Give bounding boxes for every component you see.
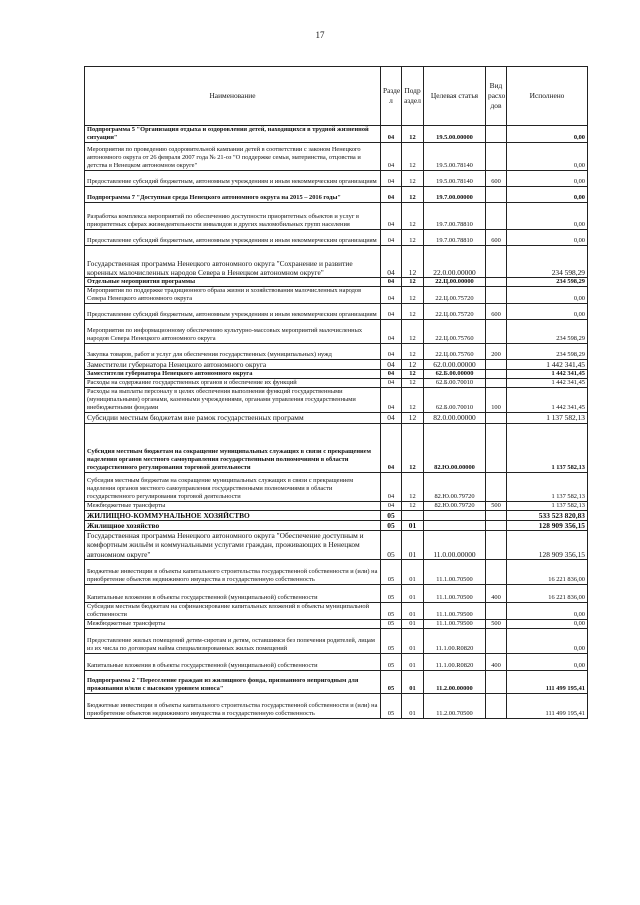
cell-section: 05 (381, 559, 402, 584)
table-row (85, 584, 588, 602)
cell-type: 500 (486, 619, 507, 628)
cell-target: 82.Ю.00.00000 (424, 423, 486, 472)
cell-name: Субсидия местным бюджетам на сокращение муниципальных служащих в связи с прекращением наделения органов местного самоуправления государственными полномочиями в области государственного регулирования торговой деятельности (85, 472, 381, 501)
cell-sub: 12 (402, 501, 424, 510)
table-row (85, 670, 588, 693)
table-row (85, 413, 588, 423)
cell-name: Предоставление жилых помещений детям-сиротам и детям, оставшимся без попечения родителей, лицам из их числа по договорам найма специализированных жилых помещений (85, 628, 381, 653)
cell-type: 500 (486, 501, 507, 510)
cell-name: Капитальные вложения в объекты государственной (муниципальной) собственности (85, 584, 381, 602)
cell-type: 100 (486, 388, 507, 413)
cell-target: 62.Б.00.70010 (424, 388, 486, 413)
cell-section: 05 (381, 520, 402, 530)
cell-name: Заместители губернатора Ненецкого автономного округа (85, 360, 381, 370)
cell-sum: 1 137 582,13 (507, 413, 588, 423)
cell-sum: 0,00 (507, 304, 588, 320)
cell-name: Мероприятия по информационному обеспечению культурно-массовых мероприятий малочисленных народов Севера Ненецкого автономного округа (85, 320, 381, 344)
cell-name: Расходы на содержание государственных органов и обеспечение их функций (85, 379, 381, 388)
cell-sub: 12 (402, 287, 424, 304)
table-row (85, 379, 588, 388)
cell-type (486, 360, 507, 370)
cell-section: 04 (381, 126, 402, 143)
header-executed: Исполнено (507, 67, 588, 126)
cell-name: Подпрограмма 2 "Переселение граждан из жилищного фонда, признанного непригодным для проживания и/или с высоким уровнем износа" (85, 670, 381, 693)
cell-section: 05 (381, 670, 402, 693)
cell-sub: 12 (402, 413, 424, 423)
cell-sum: 0,00 (507, 653, 588, 670)
cell-sum: 1 442 341,45 (507, 388, 588, 413)
cell-type (486, 143, 507, 171)
table-row (85, 203, 588, 230)
table-row (85, 472, 588, 501)
cell-sum: 1 137 582,13 (507, 501, 588, 510)
cell-name: Субсидия местным бюджетам на сокращение муниципальных служащих в связи с прекращением наделения органов местного самоуправления государственными полномочиями в области государственного регулирования торговой деятельности (85, 423, 381, 472)
cell-sub: 01 (402, 693, 424, 718)
cell-section: 05 (381, 602, 402, 619)
cell-type (486, 531, 507, 560)
cell-section: 04 (381, 171, 402, 187)
cell-target: 11.1.00.R0820 (424, 628, 486, 653)
cell-type: 400 (486, 584, 507, 602)
cell-target: 11.2.00.00000 (424, 670, 486, 693)
cell-sub: 12 (402, 360, 424, 370)
cell-type (486, 413, 507, 423)
cell-sum: 234 598,29 (507, 344, 588, 360)
cell-name: Межбюджетные трансферты (85, 501, 381, 510)
table-row (85, 187, 588, 203)
cell-sub: 12 (402, 246, 424, 278)
header-target: Целевая статья (424, 67, 486, 126)
cell-type (486, 423, 507, 472)
cell-type: 200 (486, 344, 507, 360)
budget-execution-table (84, 66, 588, 719)
table-row (85, 653, 588, 670)
cell-sub: 12 (402, 388, 424, 413)
cell-name: Подпрограмма 7 "Доступная среда Ненецкого автономного округа на 2015 – 2016 годы" (85, 187, 381, 203)
cell-sub: 01 (402, 559, 424, 584)
cell-target: 19.7.00.78810 (424, 203, 486, 230)
cell-target: 19.5.00.00000 (424, 126, 486, 143)
cell-type: 600 (486, 304, 507, 320)
cell-sub: 12 (402, 472, 424, 501)
cell-sum: 234 598,29 (507, 278, 588, 287)
cell-section: 04 (381, 360, 402, 370)
table-row (85, 230, 588, 246)
cell-name: Межбюджетные трансферты (85, 619, 381, 628)
cell-type: 400 (486, 653, 507, 670)
cell-type (486, 693, 507, 718)
table-row (85, 360, 588, 370)
cell-target: 62.Б.00.00000 (424, 370, 486, 379)
cell-target: 22.Ц.00.00000 (424, 278, 486, 287)
cell-section: 05 (381, 693, 402, 718)
cell-sum: 234 598,29 (507, 320, 588, 344)
table-row (85, 143, 588, 171)
cell-target: 22.Ц.00.75760 (424, 320, 486, 344)
cell-sub: 01 (402, 531, 424, 560)
table-row (85, 344, 588, 360)
table-row (85, 388, 588, 413)
table-row (85, 246, 588, 278)
table-row (85, 628, 588, 653)
cell-sub: 01 (402, 628, 424, 653)
cell-type (486, 602, 507, 619)
cell-sub: 01 (402, 619, 424, 628)
cell-sum: 533 523 820,83 (507, 510, 588, 520)
cell-target: 82.0.00.00000 (424, 413, 486, 423)
cell-type (486, 203, 507, 230)
header-type: Вид расхо дов (486, 67, 507, 126)
cell-target: 19.7.00.78810 (424, 230, 486, 246)
cell-section: 04 (381, 304, 402, 320)
cell-section: 04 (381, 413, 402, 423)
cell-target: 62.Б.00.70010 (424, 379, 486, 388)
cell-target: 22.0.00.00000 (424, 246, 486, 278)
cell-sub: 01 (402, 584, 424, 602)
cell-type (486, 670, 507, 693)
cell-sub: 12 (402, 230, 424, 246)
cell-sum: 111 499 195,41 (507, 693, 588, 718)
cell-target: 11.0.00.00000 (424, 531, 486, 560)
cell-sum: 1 137 582,13 (507, 423, 588, 472)
cell-sum: 1 442 341,45 (507, 370, 588, 379)
cell-section: 04 (381, 230, 402, 246)
cell-sub: 12 (402, 320, 424, 344)
cell-type (486, 370, 507, 379)
cell-name: ЖИЛИЩНО-КОММУНАЛЬНОЕ ХОЗЯЙСТВО (85, 510, 381, 520)
cell-sum: 128 909 356,15 (507, 531, 588, 560)
cell-sum: 0,00 (507, 143, 588, 171)
cell-section: 04 (381, 143, 402, 171)
cell-sum: 0,00 (507, 287, 588, 304)
cell-sum: 0,00 (507, 230, 588, 246)
cell-name: Предоставление субсидий бюджетным, автономным учреждениям и иным некоммерческим организациям (85, 171, 381, 187)
table-row (85, 693, 588, 718)
cell-name: Отдельные мероприятия программы (85, 278, 381, 287)
table-row (85, 171, 588, 187)
table-row (85, 531, 588, 560)
cell-type: 600 (486, 230, 507, 246)
cell-type (486, 278, 507, 287)
cell-sum: 0,00 (507, 619, 588, 628)
cell-target: 11.1.00.79500 (424, 602, 486, 619)
cell-type (486, 520, 507, 530)
cell-target: 22.Ц.00.75720 (424, 287, 486, 304)
table-row (85, 370, 588, 379)
cell-sum: 128 909 356,15 (507, 520, 588, 530)
cell-target: 82.Ю.00.79720 (424, 501, 486, 510)
cell-sub: 12 (402, 344, 424, 360)
cell-sub: 01 (402, 653, 424, 670)
cell-sub: 12 (402, 278, 424, 287)
cell-section: 05 (381, 584, 402, 602)
cell-sum: 1 137 582,13 (507, 472, 588, 501)
table-body (85, 126, 588, 719)
cell-target: 22.Ц.00.75760 (424, 344, 486, 360)
cell-sub: 01 (402, 602, 424, 619)
cell-sub: 01 (402, 670, 424, 693)
table-header-row (85, 67, 588, 126)
cell-target: 19.7.00.00000 (424, 187, 486, 203)
cell-name: Расходы на выплаты персоналу в целях обеспечения выполнения функций государственными (муниципальными) органами, казенными учреждениями, органами управления государственными внебюджетными фондами (85, 388, 381, 413)
table-row (85, 320, 588, 344)
cell-sum: 16 221 836,00 (507, 584, 588, 602)
cell-target: 11.1.00.79500 (424, 619, 486, 628)
cell-target: 22.Ц.00.75720 (424, 304, 486, 320)
cell-sub: 12 (402, 370, 424, 379)
cell-name: Предоставление субсидий бюджетным, автономным учреждениям и иным некоммерческим организациям (85, 304, 381, 320)
cell-section: 05 (381, 628, 402, 653)
cell-section: 04 (381, 501, 402, 510)
cell-target: 62.0.00.00000 (424, 360, 486, 370)
cell-section: 05 (381, 510, 402, 520)
cell-name: Жилищное хозяйство (85, 520, 381, 530)
cell-name: Государственная программа Ненецкого автономного округа "Обеспечение доступным и комфортным жильём и коммунальными услугами граждан, проживающих в Ненецком автономном округе" (85, 531, 381, 560)
cell-section: 04 (381, 278, 402, 287)
cell-section: 04 (381, 187, 402, 203)
cell-sum: 1 442 341,45 (507, 379, 588, 388)
cell-name: Заместители губернатора Ненецкого автономного округа (85, 370, 381, 379)
cell-section: 05 (381, 531, 402, 560)
cell-type (486, 126, 507, 143)
cell-name: Бюджетные инвестиции в объекты капитального строительства государственной собственности и (или) на приобретение объектов недвижимого имущества в государственную собственность (85, 693, 381, 718)
cell-sum: 234 598,29 (507, 246, 588, 278)
cell-name: Субсидии местным бюджетам на софинансирование капитальных вложений в объекты муниципальной собственности (85, 602, 381, 619)
cell-target: 11.1.00.70500 (424, 584, 486, 602)
cell-type: 600 (486, 171, 507, 187)
cell-target: 19.5.00.78140 (424, 171, 486, 187)
table-row (85, 423, 588, 472)
cell-type (486, 320, 507, 344)
table-row (85, 501, 588, 510)
cell-target: 11.2.00.70500 (424, 693, 486, 718)
table-row (85, 619, 588, 628)
cell-sum: 0,00 (507, 628, 588, 653)
cell-sub: 12 (402, 423, 424, 472)
table-row (85, 304, 588, 320)
cell-name: Предоставление субсидий бюджетным, автономным учреждениям и иным некоммерческим организациям (85, 230, 381, 246)
cell-name: Подпрограмма 5 "Организация отдыха и оздоровления детей, находящихся в трудной жизненной ситуации" (85, 126, 381, 143)
cell-sub: 12 (402, 143, 424, 171)
cell-name: Мероприятия по проведению оздоровительной кампании детей в соответствии с законом Ненецкого автономного округа от 26 февраля 2007 года № 21-оз "О поддержке семьи, материнства, отцовства и детства в Ненецком автономном округе" (85, 143, 381, 171)
table-row (85, 510, 588, 520)
cell-type (486, 379, 507, 388)
cell-type (486, 287, 507, 304)
cell-section: 04 (381, 203, 402, 230)
header-subsection: Подр аздел (402, 67, 424, 126)
cell-name: Закупка товаров, работ и услуг для обеспечения государственных (муниципальных) нужд (85, 344, 381, 360)
cell-sub: 12 (402, 171, 424, 187)
cell-section: 04 (381, 423, 402, 472)
cell-section: 04 (381, 472, 402, 501)
cell-type (486, 187, 507, 203)
cell-name: Субсидии местным бюджетам вне рамок государственных программ (85, 413, 381, 423)
table-row (85, 602, 588, 619)
cell-sum: 111 499 195,41 (507, 670, 588, 693)
cell-section: 04 (381, 287, 402, 304)
cell-sub: 12 (402, 203, 424, 230)
cell-section: 05 (381, 619, 402, 628)
cell-target: 11.1.00.70500 (424, 559, 486, 584)
cell-sub: 01 (402, 520, 424, 530)
cell-name: Разработка комплекса мероприятий по обеспечению доступности приоритетных объектов и услуг в приоритетных сферах жизнедеятельности инвалидов и других маломобильных групп населения (85, 203, 381, 230)
cell-type (486, 510, 507, 520)
cell-name: Бюджетные инвестиции в объекты капитального строительства государственной собственности и (или) на приобретение объектов недвижимого имущества в государственную собственность (85, 559, 381, 584)
cell-section: 04 (381, 320, 402, 344)
cell-name: Капитальные вложения в объекты государственной (муниципальной) собственности (85, 653, 381, 670)
cell-name: Государственная программа Ненецкого автономного округа "Сохранение и развитие коренных малочисленных народов Севера в Ненецком автономном округе" (85, 246, 381, 278)
cell-type (486, 628, 507, 653)
cell-name: Мероприятия по поддержке традиционного образа жизни и хозяйствования малочисленных народов Севера Ненецкого автономного округа (85, 287, 381, 304)
cell-sum: 0,00 (507, 126, 588, 143)
header-name: Наименование (85, 67, 381, 126)
table-row (85, 559, 588, 584)
cell-target: 19.5.00.78140 (424, 143, 486, 171)
cell-sum: 1 442 341,45 (507, 360, 588, 370)
cell-sum: 0,00 (507, 203, 588, 230)
cell-sub: 12 (402, 126, 424, 143)
table-row (85, 278, 588, 287)
cell-sub: 12 (402, 379, 424, 388)
cell-target: 11.1.00.R0820 (424, 653, 486, 670)
cell-target (424, 510, 486, 520)
cell-sub (402, 510, 424, 520)
cell-section: 04 (381, 388, 402, 413)
header-section: Разде л (381, 67, 402, 126)
cell-type (486, 472, 507, 501)
cell-target (424, 520, 486, 530)
cell-section: 04 (381, 379, 402, 388)
cell-section: 05 (381, 653, 402, 670)
table-row (85, 126, 588, 143)
cell-sum: 0,00 (507, 171, 588, 187)
cell-section: 04 (381, 344, 402, 360)
cell-sum: 16 221 836,00 (507, 559, 588, 584)
cell-section: 04 (381, 370, 402, 379)
cell-type (486, 559, 507, 584)
table-row (85, 520, 588, 530)
cell-section: 04 (381, 246, 402, 278)
page-number: 17 (315, 30, 325, 40)
cell-type (486, 246, 507, 278)
table-row (85, 287, 588, 304)
cell-sub: 12 (402, 304, 424, 320)
cell-sub: 12 (402, 187, 424, 203)
cell-target: 82.Ю.00.79720 (424, 472, 486, 501)
cell-sum: 0,00 (507, 602, 588, 619)
cell-sum: 0,00 (507, 187, 588, 203)
